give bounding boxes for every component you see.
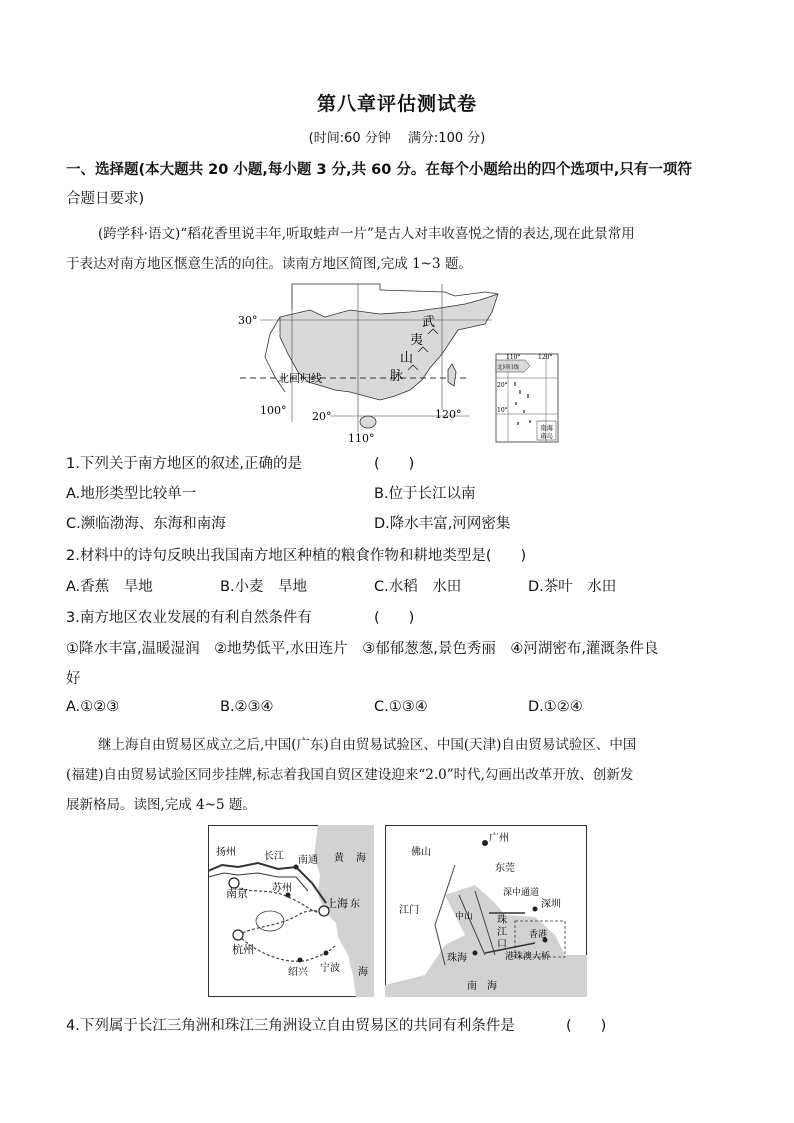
label-ningbo: 宁波 — [320, 963, 340, 974]
pearl-delta-map — [385, 825, 587, 997]
hangzhou-marker — [233, 930, 243, 940]
mountain-char-2: 夷 — [410, 333, 424, 348]
svg-text:120°: 120° — [538, 354, 553, 361]
label-nanhai: 南 海 — [467, 981, 497, 992]
label-zhu: 珠 — [497, 915, 507, 926]
q3-answer-paren[interactable]: ( ) — [374, 610, 415, 626]
south-sea-inset — [496, 354, 558, 442]
q2-stem: 2.材料中的诗句反映出我国南方地区种植的粮食作物和耕地类型是( ) — [66, 548, 527, 564]
svg-text:10°: 10° — [497, 407, 508, 414]
passage1-line2: 于表达对南方地区惬意生活的向往。读南方地区简图,完成 1~3 题。 — [66, 256, 472, 272]
south-china-map — [230, 282, 570, 447]
q3-stem: 3.南方地区农业发展的有利自然条件有 — [66, 610, 312, 626]
exam-info: (时间:60 分钟 满分:100 分) — [308, 131, 486, 146]
mountain-char-4: 脉 — [390, 369, 404, 384]
label-guangzhou: 广州 — [489, 833, 509, 844]
yangtze-delta-map — [208, 825, 374, 997]
q3-option-c[interactable]: C.①③④ — [374, 699, 428, 715]
section-heading-line2: 合题日要求) — [66, 191, 145, 207]
label-hzmb: 港珠澳大桥 — [505, 952, 551, 962]
label-nanjing: 南京 — [226, 887, 248, 900]
section-heading-line1: 一、选择题(本大题共 20 小题,每小题 3 分,共 60 分。在每个小题给出的四个选项中,只有一项符 — [66, 162, 692, 178]
lon100-label: 100° — [260, 404, 287, 417]
q2-option-b[interactable]: B.小麦 旱地 — [220, 579, 308, 595]
lat30-label: 30° — [238, 314, 258, 327]
label-zhongshan: 中山 — [455, 912, 474, 922]
q1-answer-paren[interactable]: ( ) — [374, 456, 415, 472]
label-shaoxing: 绍兴 — [288, 967, 308, 978]
label-dong: 东 — [350, 899, 360, 910]
svg-text:110°: 110° — [506, 354, 521, 361]
label-jiang: 江 — [274, 851, 284, 862]
label-hangzhou: 杭州 — [232, 943, 254, 956]
taiwan-island — [448, 364, 456, 386]
label-dongguan: 东莞 — [495, 863, 515, 874]
label-shenzhen: 深圳 — [541, 899, 561, 910]
mountain-char-3: 山 — [400, 351, 414, 366]
ningbo-marker — [324, 951, 329, 956]
mountain-char-1: 武 — [422, 315, 436, 330]
label-chang: 长 — [264, 851, 274, 862]
lat20-label: 20° — [312, 410, 332, 423]
label-hai2: 海 — [358, 967, 368, 978]
q4-answer-paren[interactable]: ( ) — [566, 1018, 607, 1034]
label-kou: 口 — [497, 939, 507, 950]
q1-stem: 1.下列关于南方地区的叙述,正确的是 — [66, 456, 302, 472]
q1-option-d[interactable]: D.降水丰富,河网密集 — [374, 516, 511, 532]
passage1-line1: (跨学科·语文)“稻花香里说丰年,听取蛙声一片”是古人对丰收喜悦之情的表达,现在此景常用 — [98, 226, 635, 242]
zhuhai-marker — [473, 951, 478, 956]
label-shanghai: 上海 — [326, 897, 348, 910]
q4-stem: 4.下列属于长江三角洲和珠江三角洲设立自由贸易区的共同有利条件是 — [66, 1018, 515, 1034]
label-hongkong: 香港 — [529, 930, 548, 940]
q2-option-d[interactable]: D.茶叶 水田 — [528, 579, 617, 595]
passage2-line1: 继上海自由贸易区成立之后,中国(广东)自由贸易试验区、中国(天津)自由贸易试验区、中国 — [98, 737, 637, 753]
svg-text:南海: 南海 — [540, 424, 553, 432]
tropic-label: 北回归线 — [278, 372, 322, 385]
lon120-label: 120° — [435, 408, 462, 421]
page-title: 第八章评估测试卷 — [316, 93, 477, 115]
svg-text:北回归线: 北回归线 — [497, 365, 520, 371]
lon110-label: 110° — [348, 432, 375, 445]
q3-conditions-line1: ①降水丰富,温暖湿润 ②地势低平,水田连片 ③郁郁葱葱,景色秀丽 ④河湖密布,灌溉条件良 — [66, 641, 659, 657]
label-huang: 黄 — [334, 853, 344, 864]
q2-option-a[interactable]: A.香蕉 旱地 — [66, 579, 153, 595]
shaoxing-marker — [298, 958, 303, 963]
label-shenzhong: 深中通道 — [503, 888, 540, 898]
guangzhou-marker — [482, 840, 488, 846]
q1-option-c[interactable]: C.濒临渤海、东海和南海 — [66, 516, 226, 532]
q3-option-a[interactable]: A.①②③ — [66, 699, 120, 715]
label-jiang: 江 — [497, 927, 507, 938]
label-foshan: 佛山 — [411, 847, 431, 858]
label-yangzhou: 扬州 — [216, 847, 236, 858]
q1-option-a[interactable]: A.地形类型比较单一 — [66, 486, 197, 502]
passage2-line3: 展新格局。读图,完成 4~5 题。 — [66, 797, 256, 813]
passage2-line2: (福建)自由贸易试验区同步挂牌,标志着我国自贸区建设迎来“2.0”时代,勾画出改革开放、创新发 — [66, 767, 634, 783]
q1-option-b[interactable]: B.位于长江以南 — [374, 486, 476, 502]
svg-text:诸岛: 诸岛 — [540, 432, 553, 440]
q3-conditions-line2: 好 — [66, 671, 81, 687]
q3-option-d[interactable]: D.①②④ — [528, 699, 583, 715]
label-suzhou: 苏州 — [272, 883, 292, 894]
label-hai1: 海 — [356, 853, 366, 864]
q3-option-b[interactable]: B.②③④ — [220, 699, 274, 715]
q2-option-c[interactable]: C.水稻 水田 — [374, 579, 462, 595]
shenzhen-marker — [533, 907, 538, 912]
label-jiangmen: 江门 — [399, 905, 419, 916]
hainan-island — [360, 416, 376, 428]
label-zhuhai: 珠海 — [447, 953, 467, 964]
label-nantong: 南通 — [298, 855, 318, 866]
svg-text:20°: 20° — [497, 382, 508, 389]
